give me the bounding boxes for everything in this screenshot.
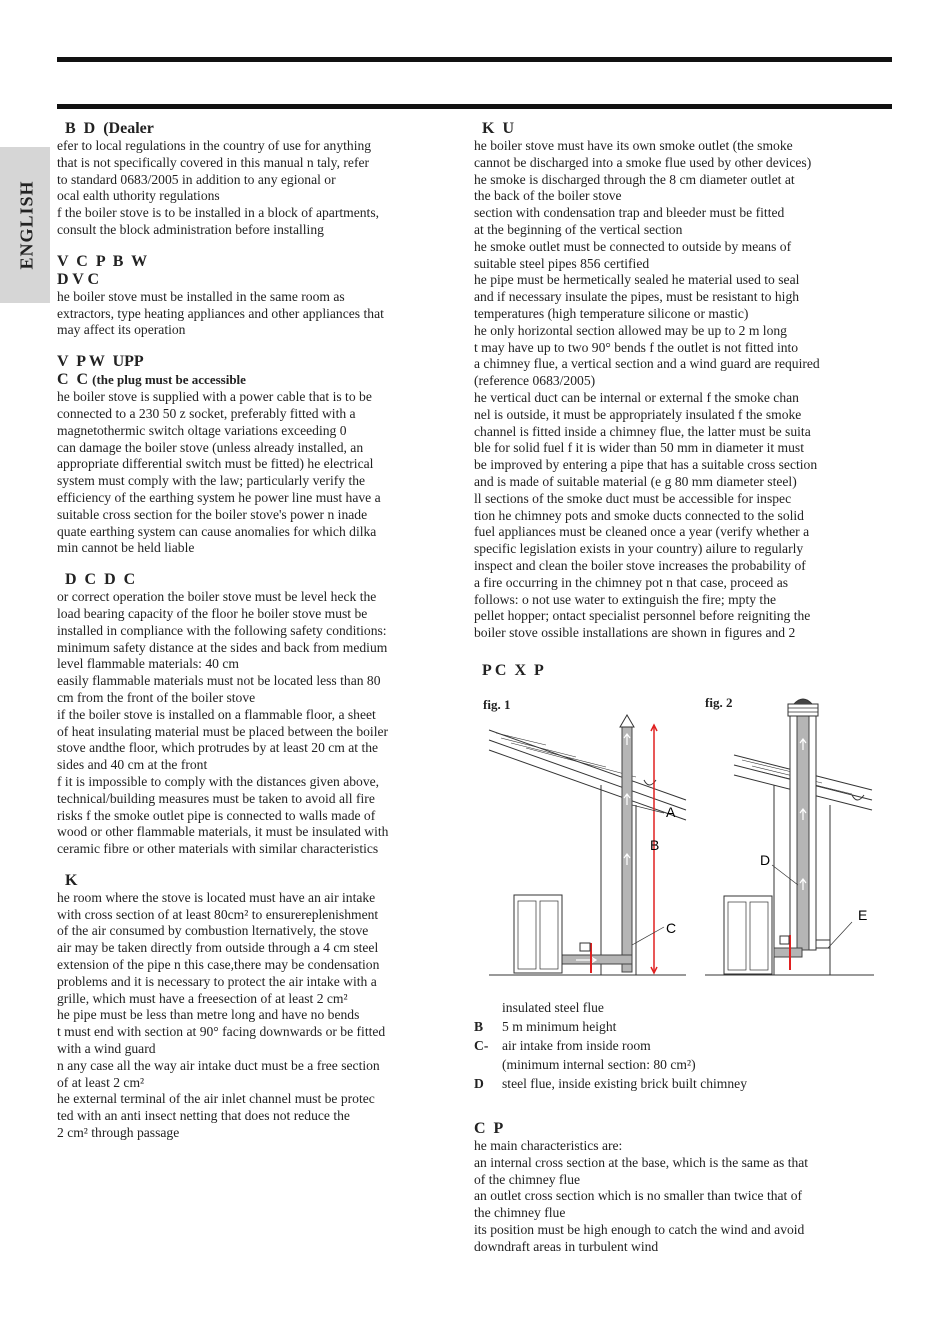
text-line: f the boiler stove is to be installed in a block of apartments, bbox=[57, 205, 380, 221]
fig2-letter-d: D bbox=[760, 852, 771, 868]
text-line: wood or other flammable materials, it must be insulated with bbox=[57, 824, 389, 840]
fig1-label: fig. 1 bbox=[483, 697, 511, 712]
text-line: consult the block administration before installing bbox=[57, 221, 324, 237]
text-line: with cross section of at least 80cm² to ensurereplenishment bbox=[57, 906, 379, 922]
text-line: boiler stove ossible installations are shown in figures and 2 bbox=[474, 625, 796, 641]
figure-legend bbox=[474, 998, 747, 1093]
text-line: he vertical duct can be internal or external f the smoke chan bbox=[474, 389, 799, 405]
section-heading: C P bbox=[474, 1120, 504, 1137]
text-line: to standard 0683/2005 in addition to any egional or bbox=[57, 171, 336, 187]
text-line: may affect its operation bbox=[57, 322, 186, 338]
section-smoke-outlet bbox=[474, 120, 884, 642]
text-line: suitable cross section for the boiler stove's power n inade bbox=[57, 506, 368, 522]
text-line: nel is outside, it must be appropriately insulated f the smoke bbox=[474, 406, 802, 422]
top-rule-thick bbox=[57, 57, 892, 62]
legend-item: (minimum internal section: 80 cm²) bbox=[502, 1057, 696, 1072]
text-line: stove andthe floor, which protrudes by at least 20 cm at the bbox=[57, 740, 379, 756]
text-line: he only horizontal section allowed may be up to 2 m long bbox=[474, 322, 787, 338]
text-line: he pipe must be less than metre long and have no bends bbox=[57, 1007, 360, 1023]
text-line: of at least 2 cm² bbox=[57, 1074, 145, 1090]
text-line: ceramic fibre or other materials with similar characteristics bbox=[57, 841, 379, 857]
text-line: he smoke is discharged through the 8 cm diameter outlet at bbox=[474, 171, 795, 187]
section-heading: K bbox=[57, 871, 78, 889]
text-line: load bearing capacity of the floor he boiler stove must be bbox=[57, 605, 368, 621]
text-line: risks f the smoke outlet pipe is connected to walls made of bbox=[57, 807, 376, 823]
text-line: section with condensation trap and bleeder must be fitted bbox=[474, 205, 785, 221]
text-line: its position must be high enough to catch the wind and avoid bbox=[474, 1221, 805, 1237]
text-line: efficiency of the earthing system he power line must have a bbox=[57, 489, 381, 505]
legend-item: B 5 m minimum height bbox=[474, 1019, 617, 1034]
text-line: extension of the pipe n this case,there may be condensation bbox=[57, 957, 380, 973]
fig1-letter-a: A bbox=[666, 804, 676, 820]
text-line: appropriate differential switch must be fitted) he electrical bbox=[57, 456, 374, 472]
fig1-letter-c: C bbox=[666, 920, 677, 936]
text-line: temperatures (high temperature silicone or mastic) bbox=[474, 305, 749, 321]
legend-item: insulated steel flue bbox=[502, 1000, 604, 1015]
text-line: tion he chimney pots and smoke ducts connected to the solid bbox=[474, 507, 804, 523]
text-line: ll sections of the smoke duct must be accessible for inspec bbox=[474, 490, 792, 506]
text-line: can damage the boiler stove (unless already installed, an bbox=[57, 439, 364, 455]
section-heading: D C D C bbox=[57, 571, 136, 589]
text-line: a fire occurring in the chimney pot n that case, proceed as bbox=[474, 574, 789, 590]
text-line: of the chimney flue bbox=[474, 1171, 581, 1187]
text-line: ted with an anti insect netting that does not reduce the bbox=[57, 1108, 350, 1124]
text-line: he boiler stove must be installed in the same room as bbox=[57, 288, 345, 304]
text-line: level flammable materials: 40 cm bbox=[57, 656, 239, 672]
text-line: connected to a 230 50 z socket, preferably fitted with a bbox=[57, 405, 356, 421]
text-line: he boiler stove must have its own smoke outlet (the smoke bbox=[474, 138, 793, 153]
text-line: t must end with section at 90° facing downwards or be fitted bbox=[57, 1024, 386, 1040]
fig2-letter-e: E bbox=[858, 907, 868, 923]
figures-heading: P C X P bbox=[474, 661, 544, 679]
text-line: he external terminal of the air inlet channel must be protec bbox=[57, 1091, 375, 1107]
figure-1-diagram bbox=[486, 705, 696, 985]
section-heading: K U bbox=[474, 120, 514, 137]
language-tab-label: ENGLISH bbox=[16, 180, 37, 270]
text-line: the chimney flue bbox=[474, 1205, 566, 1221]
text-line: and if necessary insulate the pipes, must be resistant to high bbox=[474, 289, 800, 305]
text-line: pellet hopper; ontact specialist personnel before reigniting the bbox=[474, 608, 811, 624]
figure-2-diagram bbox=[702, 690, 877, 985]
text-line: specific legislation exists in your country) ailure to regularly bbox=[474, 541, 804, 557]
text-line: sides and 40 cm at the front bbox=[57, 757, 208, 773]
text-line: technical/building measures must be taken to avoid all fire bbox=[57, 790, 375, 806]
text-line: the back of the boiler stove bbox=[474, 188, 622, 204]
text-line: ble for solid fuel f it is wider than 50 mm in diameter it must bbox=[474, 440, 804, 456]
text-line: if the boiler stove is installed on a flammable floor, a sheet bbox=[57, 706, 376, 722]
text-line: suitable steel pipes 856 certified bbox=[474, 255, 650, 271]
section-heading: B D (Dealer bbox=[57, 120, 154, 137]
text-line: ocal ealth uthority regulations bbox=[57, 188, 220, 204]
section-safety-distances bbox=[57, 571, 457, 858]
section-same-room bbox=[57, 253, 457, 339]
text-line: that is not specifically covered in this manual n taly, refer bbox=[57, 154, 370, 170]
text-line: fuel appliances must be cleaned once a year (verify whether a bbox=[474, 524, 810, 540]
left-column bbox=[57, 120, 457, 1142]
text-line: he room where the stove is located must have an air intake bbox=[57, 889, 376, 905]
text-line: of the air consumed by combustion lternatively, the stove bbox=[57, 923, 369, 939]
text-line: quate earthing system can cause anomalies for which dilka bbox=[57, 523, 377, 539]
text-line: of heat insulating material must be placed between the boiler bbox=[57, 723, 389, 739]
legend-item: D steel flue, inside existing brick built chimney bbox=[474, 1076, 748, 1091]
text-line: downdraft areas in turbulent wind bbox=[474, 1238, 659, 1254]
text-line: n any case all the way air intake duct must be a free section bbox=[57, 1057, 380, 1073]
text-line: grille, which must have a freesection of at least 2 cm² bbox=[57, 990, 348, 1006]
heading-note: (the plug must be accessible bbox=[92, 372, 246, 388]
text-line: cannot be discharged into a smoke flue used by other devices) bbox=[474, 154, 812, 170]
section-dealer bbox=[57, 120, 457, 239]
text-line: channel is fitted inside a chimney flue, the latter must be suita bbox=[474, 423, 811, 439]
text-line: t may have up to two 90° bends f the outlet is not fitted into bbox=[474, 339, 799, 355]
text-line: inspect and clean the boiler stove increases the probability of bbox=[474, 557, 806, 573]
text-line: he smoke outlet must be connected to outside by means of bbox=[474, 238, 792, 254]
text-line: system must comply with the law; particularly verify the bbox=[57, 473, 366, 489]
text-line: be improved by entering a pipe that has a suitable cross section bbox=[474, 457, 818, 473]
text-line: and is made of suitable material (e g 80 mm diameter steel) bbox=[474, 473, 797, 489]
top-rule-second bbox=[57, 104, 892, 109]
text-line: an internal cross section at the base, which is the same as that bbox=[474, 1154, 809, 1170]
text-line: extractors, type heating appliances and other appliances that bbox=[57, 305, 384, 321]
fig2-label: fig. 2 bbox=[705, 695, 733, 710]
section-air-intake bbox=[57, 872, 457, 1142]
text-line: problems and it is necessary to protect the air intake with a bbox=[57, 973, 377, 989]
text-line: easily flammable materials must not be located less than 80 bbox=[57, 673, 381, 689]
right-column bbox=[474, 120, 884, 680]
section-heading: V P W UPP C C (the plug must be accessible bbox=[57, 353, 246, 389]
legend-item: C- air intake from inside room bbox=[474, 1038, 651, 1053]
text-line: (reference 0683/2005) bbox=[474, 373, 596, 389]
section-chimney-pot bbox=[474, 1120, 884, 1256]
text-line: he boiler stove is supplied with a power cable that is to be bbox=[57, 389, 372, 405]
section-heading: V C P B W D V C bbox=[57, 252, 148, 288]
section-power-supply bbox=[57, 353, 457, 557]
text-line: cm from the front of the boiler stove bbox=[57, 689, 256, 705]
text-line: min cannot be held liable bbox=[57, 540, 195, 556]
text-line: air may be taken directly from outside through a 4 cm steel bbox=[57, 940, 379, 956]
text-line: installed in compliance with the following safety conditions: bbox=[57, 622, 387, 638]
text-line: a chimney flue, a vertical section and a wind guard are required bbox=[474, 356, 820, 372]
text-line: 2 cm² through passage bbox=[57, 1125, 180, 1141]
text-line: an outlet cross section which is no smaller than twice that of bbox=[474, 1188, 803, 1204]
text-line: or correct operation the boiler stove must be level heck the bbox=[57, 589, 377, 605]
text-line: he pipe must be hermetically sealed he material used to seal bbox=[474, 272, 800, 288]
text-line: f it is impossible to comply with the distances given above, bbox=[57, 773, 380, 789]
text-line: with a wind guard bbox=[57, 1041, 156, 1057]
text-line: at the beginning of the vertical section bbox=[474, 221, 683, 237]
text-line: efer to local regulations in the country of use for anything bbox=[57, 138, 372, 153]
text-line: follows: o not use water to extinguish the fire; mpty the bbox=[474, 591, 777, 607]
fig1-letter-b: B bbox=[650, 837, 660, 853]
text-line: he main characteristics are: bbox=[474, 1138, 623, 1153]
text-line: magnetothermic switch oltage variations exceeding 0 bbox=[57, 422, 347, 438]
text-line: minimum safety distance at the sides and back from medium bbox=[57, 639, 388, 655]
